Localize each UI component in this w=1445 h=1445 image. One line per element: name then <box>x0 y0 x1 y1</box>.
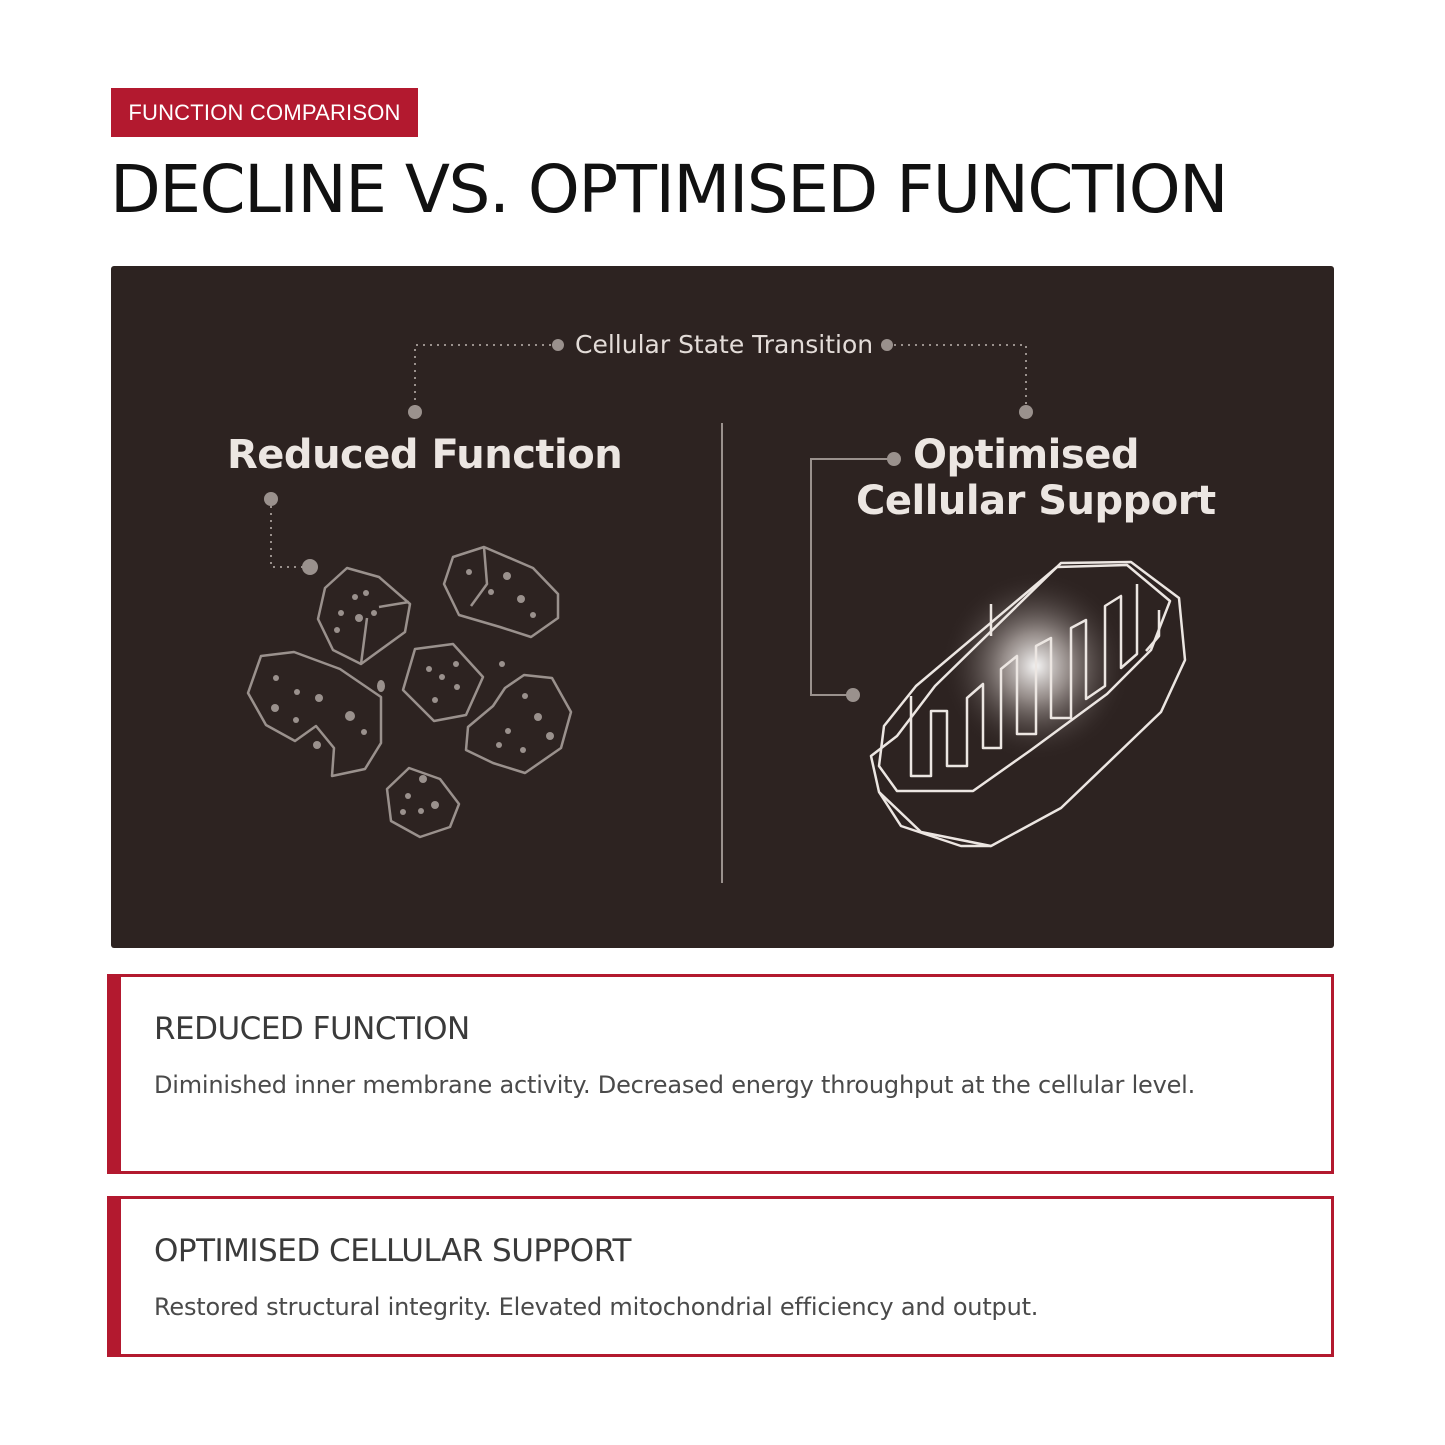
optimised-label-line1: Optimised <box>913 432 1139 478</box>
card-body: Restored structural integrity. Elevated mitochondrial efficiency and output. <box>154 1293 1039 1321</box>
illustration-graphics <box>111 266 1334 948</box>
mitochondrion-icon <box>871 562 1185 846</box>
optimised-support-card <box>107 1196 1334 1357</box>
page-title: DECLINE VS. OPTIMISED FUNCTION <box>110 151 1228 228</box>
card-title: OPTIMISED CELLULAR SUPPORT <box>154 1233 631 1269</box>
comparison-illustration <box>111 266 1334 948</box>
transition-label: Cellular State Transition <box>575 330 874 359</box>
card-title: REDUCED FUNCTION <box>154 1011 470 1047</box>
optimised-support-label <box>856 432 1216 524</box>
fragment-particles <box>271 569 554 815</box>
optimised-label-line2: Cellular Support <box>856 478 1216 524</box>
section-badge: FUNCTION COMPARISON <box>111 88 418 137</box>
reduced-function-label: Reduced Function <box>227 432 623 478</box>
card-body: Diminished inner membrane activity. Decreased energy throughput at the cellular level. <box>154 1071 1196 1099</box>
reduced-function-card <box>107 974 1334 1174</box>
